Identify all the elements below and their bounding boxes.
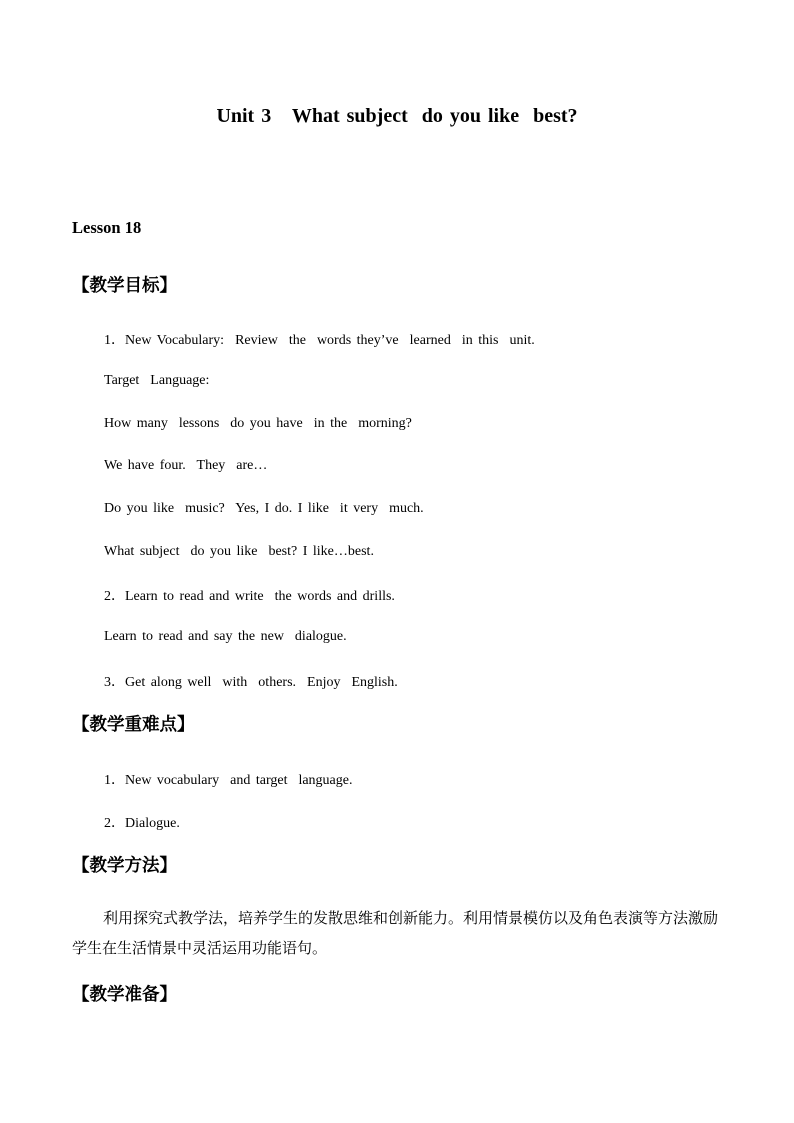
methods-paragraph: 利用探究式教学法，培养学生的发散思维和创新能力。利用情景模仿以及角色表演等方法激励学生在生活情景中灵活运用功能语句。 (72, 909, 719, 957)
key-point-line-1: 1．New vocabulary and target language. (104, 773, 353, 788)
objective-line-4: We have four. They are… (104, 458, 268, 473)
objective-line-2: Target Language: (104, 373, 210, 388)
objective-line-3: How many lessons do you have in the morning? (104, 416, 412, 431)
objective-line-5: Do you like music? Yes, I do. I like it very much. (104, 501, 424, 516)
objective-line-1: 1．New Vocabulary: Review the words they’ve learned in this unit. (104, 333, 535, 348)
document-title: Unit 3 What subject do you like best? (216, 105, 578, 127)
heading-methods: 【教学方法】 (72, 856, 177, 876)
heading-preparation: 【教学准备】 (72, 985, 177, 1005)
objective-line-7: 2．Learn to read and write the words and drills. (104, 589, 395, 604)
heading-objectives: 【教学目标】 (72, 276, 177, 296)
heading-key-points: 【教学重难点】 (72, 715, 195, 735)
objective-line-9: 3．Get along well with others. Enjoy English. (104, 675, 398, 690)
objective-line-6: What subject do you like best? I like…best. (104, 544, 374, 559)
lesson-label: Lesson 18 (72, 218, 142, 237)
objective-line-8: Learn to read and say the new dialogue. (104, 629, 347, 644)
key-point-line-2: 2．Dialogue. (104, 816, 180, 831)
